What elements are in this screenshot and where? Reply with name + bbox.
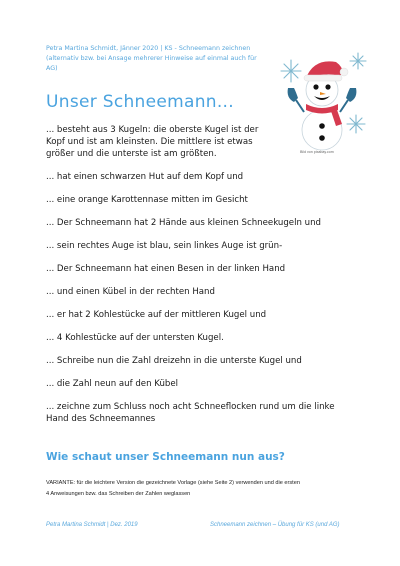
image-credit: Bild von pixabay.com [300, 150, 334, 154]
hat-pompom [340, 68, 348, 76]
instruction-line: ... er hat 2 Kohlestücke auf der mittleren Kugel und [46, 310, 267, 320]
closing-question: Wie schaut unser Schneemann nun aus? [46, 451, 285, 463]
instruction-line: ... sein rechtes Auge ist blau, sein linkes Auge ist grün- [46, 241, 283, 251]
instruction-line: ... Der Schneemann hat einen Besen in der linken Hand [46, 264, 286, 274]
eye [313, 84, 318, 89]
page-title: Unser Schneemann... [46, 92, 234, 112]
instruction-line: ... 4 Kohlestücke auf der untersten Kugel. [46, 333, 224, 343]
coal-button [319, 135, 325, 141]
instruction-line: ... Der Schneemann hat 2 Hände aus kleinen Schneekugeln und [46, 218, 322, 228]
header-info [46, 44, 276, 74]
instruction-line: ... die Zahl neun auf den Kübel [46, 379, 179, 389]
variant-line-1: VARIANTE: für die leichtere Version die gezeichnete Vorlage (siehe Seite 2) verwenden und die ersten [46, 480, 300, 486]
snowman-illustration [276, 50, 372, 160]
instruction-line: ... hat einen schwarzen Hut auf dem Kopf und [46, 172, 244, 182]
instruction-line: ... Schreibe nun die Zahl dreizehn in die unterste Kugel und [46, 356, 302, 366]
variant-line-2: 4 Anweisungen bzw. das Schreiben der Zahlen weglassen [46, 491, 191, 497]
instruction-line: ... und einen Kübel in der rechten Hand [46, 287, 215, 297]
header-line-3: AG) [46, 65, 58, 72]
header-line-1: Petra Martina Schmidt, Jänner 2020 | KS - Schneemann zeichnen [46, 45, 251, 52]
instruction-line: ... besteht aus 3 Kugeln: die oberste Kugel ist der [46, 125, 259, 135]
eye [325, 84, 330, 89]
snowflake-icon [347, 115, 365, 133]
header-line-2: (alternativ bzw. bei Ansage mehrerer Hinweise auf einmal auch für [46, 55, 257, 62]
snowflake-icon [350, 53, 366, 69]
instruction-line: Kopf und ist am kleinsten. Die mittlere ist etwas [46, 137, 253, 147]
variant-note [46, 478, 356, 500]
instruction-line: ... eine orange Karottennase mitten im Gesicht [46, 195, 248, 205]
footer-author: Petra Martina Schmidt | Dez. 2019 [46, 522, 138, 528]
instruction-list [46, 124, 346, 425]
instruction-line: Hand des Schneemannes [46, 414, 156, 424]
hat-brim [304, 75, 342, 81]
instruction-line: ... zeichne zum Schluss noch acht Schneeflocken rund um die linke [46, 402, 335, 412]
coal-button [319, 123, 325, 129]
instruction-line: größer und die unterste ist am größten. [46, 149, 217, 159]
snowflake-icon [281, 60, 301, 82]
footer-title: Schneemann zeichnen – Übung für KS (und AG) [210, 522, 340, 528]
